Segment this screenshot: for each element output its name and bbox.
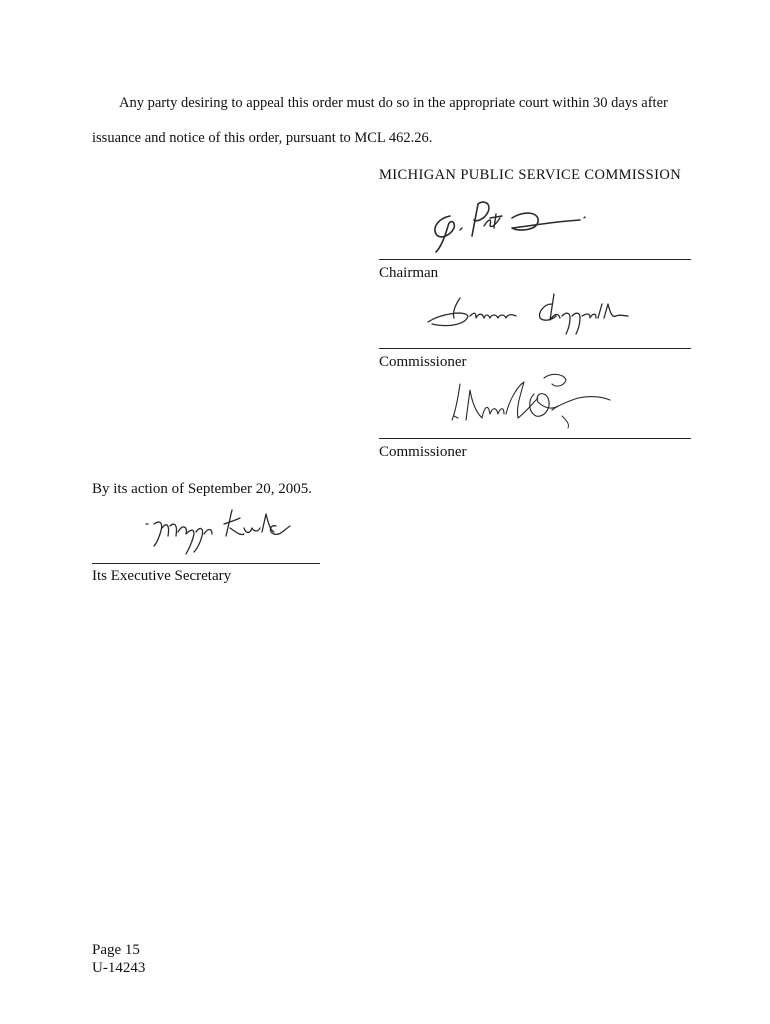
commissioner-signature-line-2 bbox=[379, 438, 691, 439]
chairman-signature-line bbox=[379, 259, 691, 260]
commissioner-signature-line-1 bbox=[379, 348, 691, 349]
chairman-title: Chairman bbox=[379, 265, 439, 281]
action-statement: By its action of September 20, 2005. bbox=[92, 481, 312, 497]
commission-name: MICHIGAN PUBLIC SERVICE COMMISSION bbox=[379, 167, 682, 183]
page-number: Page 15 bbox=[92, 942, 140, 958]
commissioner-title-2: Commissioner bbox=[379, 444, 467, 460]
case-number: U-14243 bbox=[92, 960, 146, 976]
executive-secretary-signature bbox=[140, 504, 300, 556]
executive-secretary-signature-line bbox=[92, 563, 320, 564]
executive-secretary-title: Its Executive Secretary bbox=[92, 568, 232, 584]
commissioner-title-1: Commissioner bbox=[379, 354, 467, 370]
chairman-signature bbox=[420, 196, 600, 256]
appeal-paragraph-line-1: Any party desiring to appeal this order must do so in the appropriate court within 30 days after bbox=[119, 95, 668, 111]
commissioner-signature-2 bbox=[448, 368, 618, 432]
appeal-paragraph-line-2: issuance and notice of this order, pursuant to MCL 462.26. bbox=[92, 130, 433, 146]
commissioner-signature-1 bbox=[420, 290, 640, 340]
